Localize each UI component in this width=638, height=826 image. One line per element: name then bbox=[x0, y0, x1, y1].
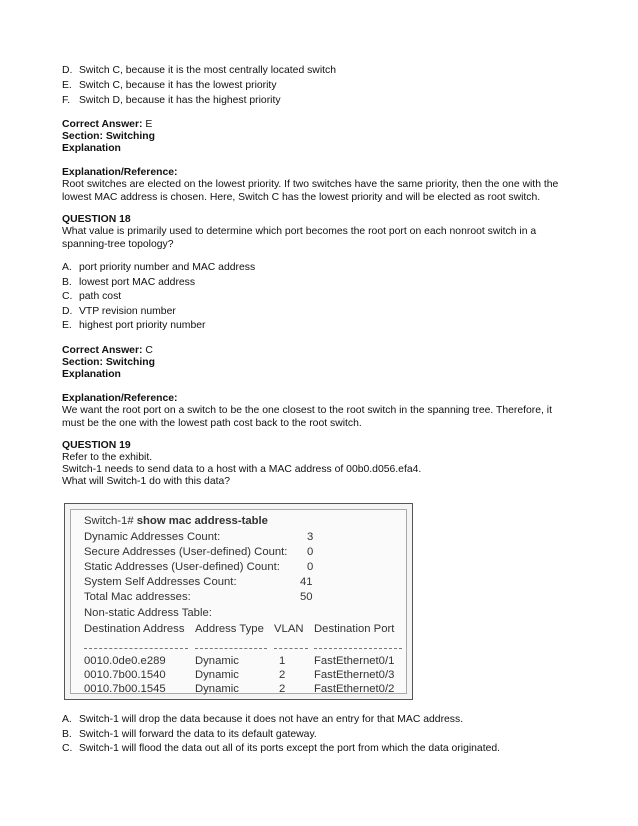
q18-reference-line: must be the one with the lowest path cost back to the root switch. bbox=[62, 418, 362, 429]
q17-correct-answer: Correct Answer: E bbox=[62, 119, 153, 130]
q18-option-b: B. lowest port MAC address bbox=[62, 277, 196, 288]
q18-question-line: What value is primarily used to determine which port becomes the root port on each nonroot switch in a bbox=[62, 226, 537, 237]
exhibit-stat-value: 41 bbox=[300, 576, 313, 588]
exhibit-nonstatic-label: Non-static Address Table: bbox=[84, 607, 212, 619]
exhibit-stat-label: Static Addresses (User-defined) Count: bbox=[84, 561, 280, 573]
exhibit-stat-label: Secure Addresses (User-defined) Count: bbox=[84, 546, 288, 558]
q18-question-line: spanning-tree topology? bbox=[62, 239, 174, 250]
q17-reference-heading: Explanation/Reference: bbox=[62, 167, 178, 178]
q17-reference-line: lowest MAC address is chosen. Here, Switch C has the lowest priority and will be elected as root switch. bbox=[62, 192, 541, 203]
exhibit-row-address: 0010.7b00.1545 bbox=[84, 683, 166, 695]
exhibit-row-address: 0010.0de0.e289 bbox=[84, 655, 166, 667]
q18-option-e: E. highest port priority number bbox=[62, 320, 206, 331]
exhibit-stat-label: Total Mac addresses: bbox=[84, 591, 191, 603]
q19-question-line: Switch-1 needs to send data to a host with a MAC address of 00b0.d056.efa4. bbox=[62, 464, 422, 475]
q19-heading: QUESTION 19 bbox=[62, 440, 131, 451]
exhibit-stat-value: 0 bbox=[307, 546, 314, 558]
exhibit-stat-label: Dynamic Addresses Count: bbox=[84, 531, 221, 543]
q17-option-f: F. Switch D, because it has the highest priority bbox=[62, 95, 281, 106]
exhibit-header-divider bbox=[195, 648, 267, 649]
exhibit-mac-table-image bbox=[64, 503, 413, 700]
exhibit-col-header: VLAN bbox=[274, 623, 304, 635]
exhibit-row-port: FastEthernet0/1 bbox=[314, 655, 395, 667]
exhibit-row-port: FastEthernet0/2 bbox=[314, 683, 395, 695]
q17-section: Section: Switching bbox=[62, 131, 155, 142]
q18-correct-answer: Correct Answer: C bbox=[62, 345, 153, 356]
exhibit-row-vlan: 1 bbox=[279, 655, 286, 667]
q19-option-b: B. Switch-1 will forward the data to its default gateway. bbox=[62, 729, 317, 740]
q17-option-d: D. Switch C, because it is the most centrally located switch bbox=[62, 65, 336, 76]
exhibit-col-header: Destination Port bbox=[314, 623, 395, 635]
q18-heading: QUESTION 18 bbox=[62, 214, 131, 225]
exhibit-row-type: Dynamic bbox=[195, 655, 239, 667]
q19-option-a: A. Switch-1 will drop the data because it does not have an entry for that MAC address. bbox=[62, 714, 464, 725]
exhibit-header-divider bbox=[314, 648, 402, 649]
q18-option-a: A. port priority number and MAC address bbox=[62, 262, 256, 273]
exhibit-row-type: Dynamic bbox=[195, 669, 239, 681]
exhibit-stat-value: 3 bbox=[307, 531, 314, 543]
exhibit-row-type: Dynamic bbox=[195, 683, 239, 695]
exhibit-row-port: FastEthernet0/3 bbox=[314, 669, 395, 681]
q17-explanation-label: Explanation bbox=[62, 143, 121, 154]
exhibit-col-header: Destination Address bbox=[84, 623, 185, 635]
q18-option-d: D. VTP revision number bbox=[62, 306, 176, 317]
q19-question-line: Refer to the exhibit. bbox=[62, 452, 153, 463]
exhibit-header-divider bbox=[274, 648, 308, 649]
q19-question-line: What will Switch-1 do with this data? bbox=[62, 476, 231, 487]
q18-explanation-label: Explanation bbox=[62, 369, 121, 380]
exhibit-row-address: 0010.7b00.1540 bbox=[84, 669, 166, 681]
exhibit-row-vlan: 2 bbox=[279, 669, 286, 681]
exhibit-command-line: Switch-1# show mac address-table bbox=[84, 515, 268, 527]
exhibit-col-header: Address Type bbox=[195, 623, 264, 635]
q18-reference-line: We want the root port on a switch to be the one closest to the root switch in the spanning tree. Therefore, it bbox=[62, 405, 552, 416]
q17-reference-line: Root switches are elected on the lowest priority. If two switches have the same priority, then the one with the bbox=[62, 179, 559, 190]
q18-reference-heading: Explanation/Reference: bbox=[62, 393, 178, 404]
q18-section: Section: Switching bbox=[62, 357, 155, 368]
exhibit-stat-label: System Self Addresses Count: bbox=[84, 576, 237, 588]
q17-option-e: E. Switch C, because it has the lowest priority bbox=[62, 80, 277, 91]
exhibit-frame bbox=[70, 509, 407, 694]
exhibit-stat-value: 0 bbox=[307, 561, 314, 573]
exhibit-stat-value: 50 bbox=[300, 591, 313, 603]
q19-option-c: C. Switch-1 will flood the data out all of its ports except the port from which the data originated. bbox=[62, 743, 501, 754]
exhibit-row-vlan: 2 bbox=[279, 683, 286, 695]
q18-option-c: C. path cost bbox=[62, 291, 122, 302]
exhibit-header-divider bbox=[84, 648, 188, 649]
